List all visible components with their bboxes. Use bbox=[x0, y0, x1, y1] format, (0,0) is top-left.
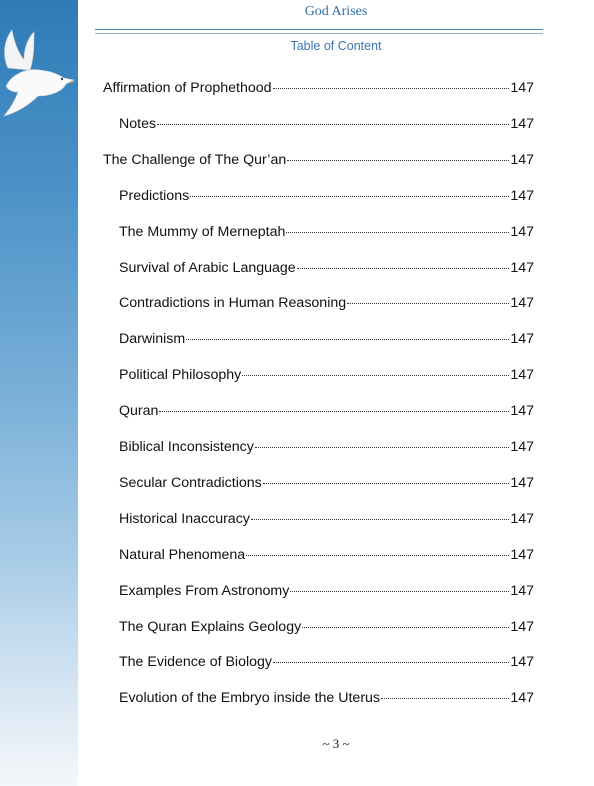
toc-leader-dots bbox=[186, 339, 509, 340]
toc-entry-label: Political Philosophy bbox=[119, 367, 242, 384]
toc-entry[interactable] bbox=[119, 223, 534, 241]
toc-entry-label: The Challenge of The Qur’an bbox=[103, 151, 287, 168]
toc-entry[interactable] bbox=[119, 259, 534, 277]
toc-leader-dots bbox=[286, 232, 509, 233]
toc-leader-dots bbox=[287, 160, 509, 161]
toc-entry[interactable] bbox=[119, 294, 534, 312]
toc-entry-label: Affirmation of Prophethood bbox=[103, 80, 272, 96]
toc-entry[interactable] bbox=[119, 689, 534, 707]
toc-entry-page: 147 bbox=[510, 259, 534, 276]
toc-entry[interactable] bbox=[119, 438, 534, 456]
toc-entry-page: 147 bbox=[510, 690, 534, 707]
toc-entry[interactable] bbox=[119, 653, 534, 671]
toc-leader-dots bbox=[159, 411, 509, 412]
toc-leader-dots bbox=[347, 303, 509, 304]
toc-entry-page: 147 bbox=[510, 151, 534, 168]
toc-entry-page: 147 bbox=[510, 295, 534, 312]
toc-leader-dots bbox=[290, 591, 509, 592]
toc-entry-page: 147 bbox=[510, 331, 534, 348]
toc-entry[interactable] bbox=[119, 187, 534, 205]
toc-entry[interactable] bbox=[119, 618, 534, 636]
toc-leader-dots bbox=[273, 662, 509, 663]
toc-entry-label: Evolution of the Embryo inside the Uterus bbox=[119, 690, 381, 707]
toc-entry-label: Survival of Arabic Language bbox=[119, 259, 296, 276]
toc-heading: Table of Content bbox=[290, 39, 382, 53]
toc-entry-label: Historical Inaccuracy bbox=[119, 510, 250, 527]
toc-entry[interactable] bbox=[119, 582, 534, 600]
toc-entry-page: 147 bbox=[510, 546, 534, 563]
toc-entry-page: 147 bbox=[510, 403, 534, 420]
toc-entry[interactable] bbox=[119, 330, 534, 348]
toc-entry[interactable] bbox=[103, 79, 534, 97]
toc-entry[interactable] bbox=[103, 151, 534, 169]
toc-entry-label: Biblical Inconsistency bbox=[119, 439, 254, 455]
toc-entry-page: 147 bbox=[510, 654, 534, 671]
toc-entry[interactable] bbox=[119, 115, 534, 133]
toc-entry[interactable] bbox=[119, 402, 534, 420]
toc-entry-label: Darwinism bbox=[119, 331, 186, 348]
toc-leader-dots bbox=[157, 124, 509, 125]
toc-leader-dots bbox=[246, 555, 509, 556]
toc-leader-dots bbox=[302, 627, 509, 628]
toc-entry[interactable] bbox=[119, 366, 534, 384]
toc-leader-dots bbox=[297, 268, 510, 269]
toc-entry-label: Contradictions in Human Reasoning bbox=[119, 295, 347, 312]
toc-entry-page: 147 bbox=[510, 618, 534, 635]
toc-entry-page: 147 bbox=[510, 80, 534, 96]
toc-leader-dots bbox=[263, 483, 510, 484]
toc-entry-label: Notes bbox=[119, 115, 157, 132]
toc-entry-label: Secular Contradictions bbox=[119, 474, 262, 491]
toc-entry-label: Quran bbox=[119, 403, 159, 420]
toc-leader-dots bbox=[273, 88, 510, 89]
toc-entry-label: Natural Phenomena bbox=[119, 546, 246, 563]
toc-entry-page: 147 bbox=[510, 223, 534, 240]
toc-entry-page: 147 bbox=[510, 474, 534, 491]
toc-entry-page: 147 bbox=[510, 115, 534, 132]
toc-leader-dots bbox=[251, 519, 509, 520]
page-number: ~ 3 ~ bbox=[322, 736, 350, 751]
toc-leader-dots bbox=[190, 196, 509, 197]
toc-entry-page: 147 bbox=[510, 187, 534, 204]
toc-entry-page: 147 bbox=[510, 367, 534, 384]
toc-entry-label: Predictions bbox=[119, 187, 190, 204]
toc-entry-label: Examples From Astronomy bbox=[119, 582, 290, 599]
toc-entry-page: 147 bbox=[510, 582, 534, 599]
toc-entry-label: The Mummy of Merneptah bbox=[119, 223, 286, 240]
toc-entry[interactable] bbox=[119, 474, 534, 492]
toc-entry-page: 147 bbox=[510, 439, 534, 455]
toc-entry[interactable] bbox=[119, 510, 534, 528]
toc-entry-page: 147 bbox=[510, 510, 534, 527]
running-header-title: God Arises bbox=[304, 4, 368, 19]
toc-leader-dots bbox=[381, 698, 509, 699]
toc-entry-label: The Evidence of Biology bbox=[119, 654, 273, 671]
toc-entry[interactable] bbox=[119, 546, 534, 564]
toc-entry-label: The Quran Explains Geology bbox=[119, 618, 302, 635]
toc-leader-dots bbox=[255, 447, 509, 448]
toc-leader-dots bbox=[242, 375, 509, 376]
